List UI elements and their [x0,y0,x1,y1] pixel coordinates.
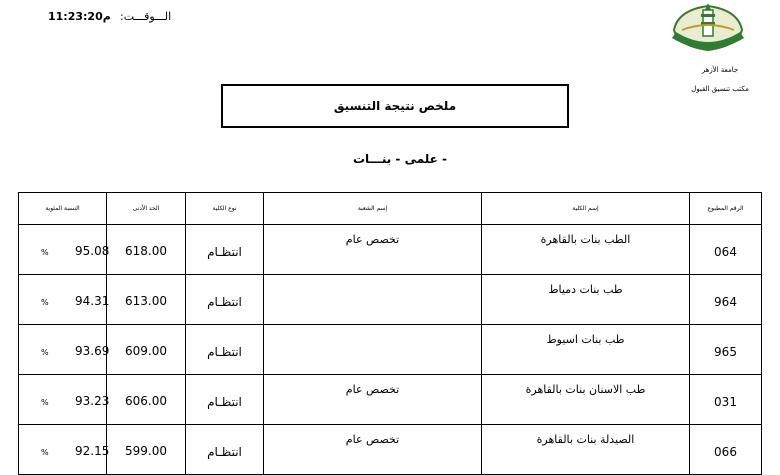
table-row [19,425,762,475]
header-faculty: إسم الكلية [482,193,690,225]
min-cell [107,425,186,475]
division-cell [264,375,482,425]
header-code: الرقم المطبوع [690,193,762,225]
percent-cell [19,375,110,425]
percent-cell [19,425,110,475]
percent-cell [19,275,110,325]
division-cell [264,425,482,475]
percent-sign: % [41,448,49,457]
faculty-value: الطب بنات بالقاهرة [540,233,631,246]
code-cell [690,225,762,275]
min-value: 613.00 [125,294,167,308]
faculty-cell [482,225,690,275]
type-value: انتظـام [207,345,242,359]
office-name: مكتب تنسيق القبول [691,85,749,93]
percent-sign: % [41,398,49,407]
percent-value: 92.15 [75,444,110,458]
faculty-value: طب بنات دمياط [548,283,623,296]
faculty-cell [482,375,690,425]
division-cell [264,275,482,325]
code-value: 066 [714,445,737,459]
code-value: 965 [714,345,737,359]
division-cell [264,225,482,275]
percent-value: 93.69 [75,344,110,358]
header-type: نوع الكلية [186,193,264,225]
code-value: 031 [714,395,737,409]
header-division: إسم الشعبة [264,193,482,225]
table-row [19,225,762,275]
type-cell [186,325,264,375]
code-value: 064 [714,245,737,259]
min-cell [107,325,186,375]
percent-cell [19,225,110,275]
page-title-text: ملخص نتيجة التنسيق [333,99,457,113]
percent-value: 95.08 [75,244,110,258]
time-value: 11:23:20م [48,10,111,23]
table-row [19,325,762,375]
university-logo-icon [668,0,748,56]
min-cell [107,225,186,275]
faculty-cell [482,275,690,325]
time-label: الـــوقـــت: [120,10,172,23]
code-value: 964 [714,295,737,309]
type-cell [186,375,264,425]
table-row [19,275,762,325]
header-min: الحد الأدنى [107,193,186,225]
code-cell [690,325,762,375]
type-cell [186,425,264,475]
faculty-value: طب بنات اسيوط [546,333,625,346]
faculty-value: الصيدلة بنات بالقاهرة [536,433,635,446]
page-subtitle: - علمى - بنـــات [352,152,448,166]
university-name: جامعة الأزهر [701,66,739,74]
page-title [221,84,569,128]
percent-sign: % [41,298,49,307]
min-value: 618.00 [125,244,167,258]
percent-value: 94.31 [75,294,110,308]
min-cell [107,375,186,425]
type-cell [186,275,264,325]
min-value: 599.00 [125,444,167,458]
faculty-value: طب الاسنان بنات بالقاهرة [525,383,646,396]
type-value: انتظـام [207,445,242,459]
division-cell [264,325,482,375]
division-value: تخصص عام [345,233,400,246]
code-cell [690,275,762,325]
type-value: انتظـام [207,395,242,409]
division-value: تخصص عام [345,433,400,446]
min-value: 609.00 [125,344,167,358]
percent-sign: % [41,248,49,257]
header-percent: النسبة المئوية [19,193,107,225]
results-table [18,192,762,475]
code-cell [690,425,762,475]
percent-value: 93.23 [75,394,110,408]
min-value: 606.00 [125,394,167,408]
table-header-row [19,193,762,225]
min-cell [107,275,186,325]
type-value: انتظـام [207,245,242,259]
division-value: تخصص عام [345,383,400,396]
faculty-cell [482,325,690,375]
percent-sign: % [41,348,49,357]
percent-cell [19,325,110,375]
faculty-cell [482,425,690,475]
table-row [19,375,762,425]
code-cell [690,375,762,425]
type-cell [186,225,264,275]
type-value: انتظـام [207,295,242,309]
